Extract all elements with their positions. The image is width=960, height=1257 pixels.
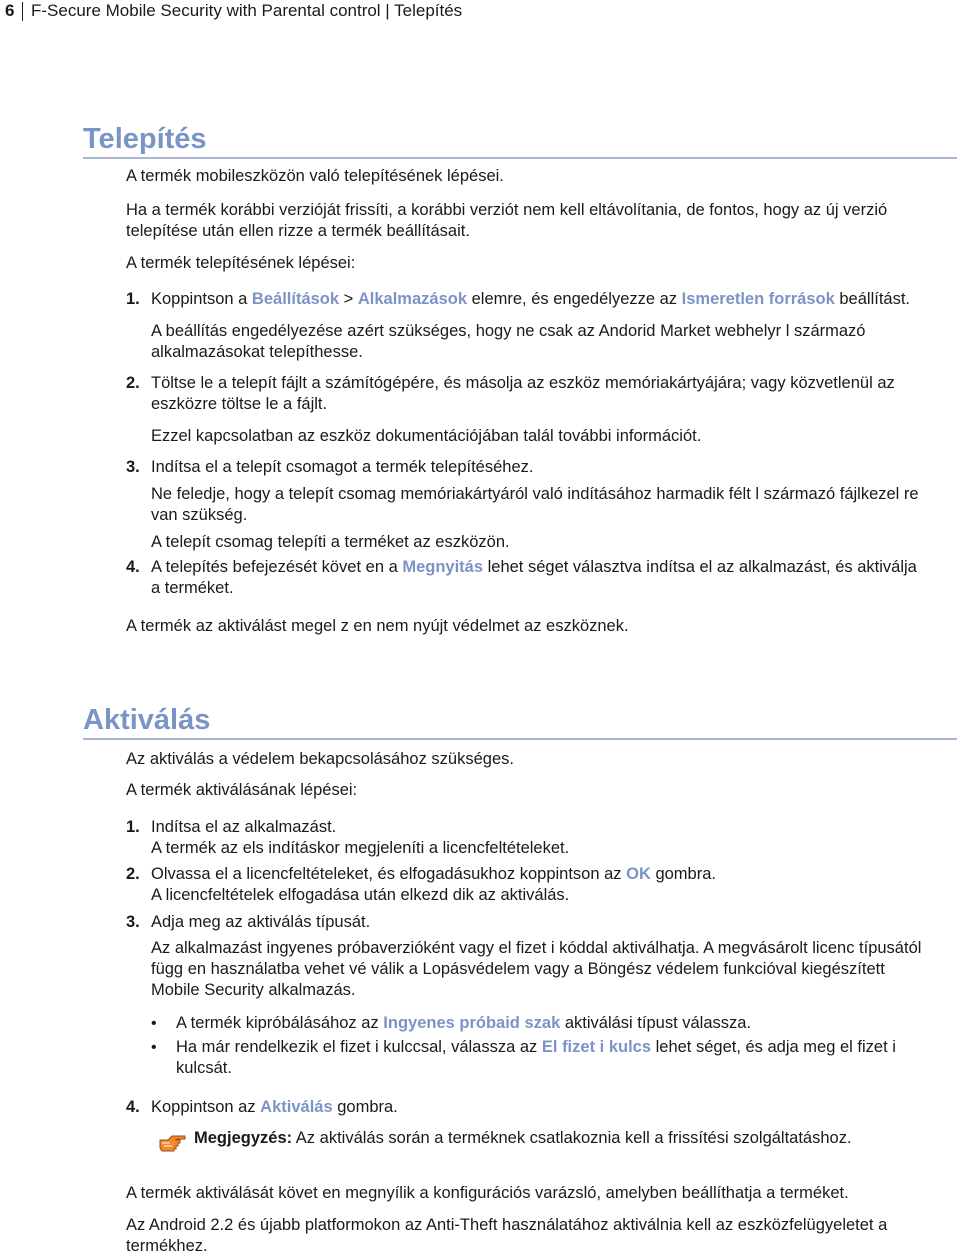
install-para-line2: telepítése után ellen rizze a termék beállításait. [126,222,470,240]
activation-intro: Az aktiválás a védelem bekapcsolásához szükséges. [126,750,514,768]
activation-step4: Koppintson az Aktiválás gombra. [151,1098,398,1116]
alkalmazasok-link: Alkalmazások [357,290,468,308]
note-label: Megjegyzés: [194,1129,293,1147]
install-closing: A termék az aktiválást megel z en nem nyújt védelmet az eszköznek. [126,617,629,635]
header-separator [22,2,23,21]
beallitasok-link: Beállítások [251,290,340,308]
activation-step3-para-line1: Az alkalmazást ingyenes próbaverzióként vagy el fizet i kóddal aktiválhatja. A megvásárolt licenc típusától [151,939,922,957]
elofizetoi-kulcs-link: El fizet i kulcs [541,1038,652,1056]
activation-step3: Adja meg az aktiválás típusát. [151,913,371,931]
install-step2-line1: Töltse le a telepít fájlt a számítógépére, és másolja az eszköz memóriakártyájára; vagy közvetlenül az [151,374,895,392]
activation-outro2-line2: termékhez. [126,1237,208,1255]
note: Megjegyzés: Az aktiválás során a terméknek csatlakoznia kell a frissítési szolgáltatáshoz. [194,1129,852,1147]
install-step4-line1: A telepítés befejezését követ en a Megnyitás lehet séget választva indítsa el az alkalmazást, és aktiválja [151,558,917,576]
activation-outro2-line1: Az Android 2.2 és újabb platformokon az Anti-Theft használatához aktiválnia kell az eszközfelügyeletet a [126,1216,888,1234]
activation-bullet1: A termék kipróbálásához az Ingyenes próbaid szak aktiválási típust válassza. [176,1014,752,1032]
activation-heading: Aktiválás [83,704,211,736]
install-step-number: 3. [126,458,140,476]
install-step3-note-line2: van szükség. [151,506,248,524]
activation-step1-line1: Indítsa el az alkalmazást. [151,818,337,836]
pointing-hand-icon [158,1131,188,1153]
activation-outro1: A termék aktiválását követ en megnyílik a konfigurációs varázsló, amelyben beállíthatja a terméket. [126,1184,849,1202]
activation-step-number: 4. [126,1098,140,1116]
install-step3: Indítsa el a telepít csomagot a termék telepítéséhez. [151,458,534,476]
activation-step-number: 3. [126,913,140,931]
install-intro: A termék mobileszközön való telepítésének lépései. [126,167,504,185]
install-step-number: 4. [126,558,140,576]
header-title: F-Secure Mobile Security with Parental control | Telepítés [31,1,463,20]
activation-bullet2-line1: Ha már rendelkezik el fizet i kulccsal, válassza az El fizet i kulcs lehet séget, és adja meg el fizet i [176,1038,896,1056]
install-heading-rule [83,157,957,159]
activation-step-number: 2. [126,865,140,883]
megnyitas-link: Megnyitás [402,558,484,576]
activation-steps-label: A termék aktiválásának lépései: [126,781,358,799]
activation-step-number: 1. [126,818,140,836]
page-header [5,1,955,25]
ingyenes-probaidoszak-link: Ingyenes próbaid szak [383,1014,561,1032]
activation-step3-para-line2: függ en használatba vehet vé válik a Lopásvédelem vagy a Böngész védelem funkcióval kiegészített [151,960,885,978]
install-heading: Telepítés [83,123,207,155]
install-step3-note2: A telepít csomag telepíti a terméket az eszközön. [151,533,510,551]
ismeretlen-forrasok-link: Ismeretlen források [681,290,835,308]
install-step-number: 2. [126,374,140,392]
install-step2-note: Ezzel kapcsolatban az eszköz dokumentációjában talál további információt. [151,427,702,445]
install-step3-note-line1: Ne feledje, hogy a telepít csomag memóriakártyáról való indításához harmadik félt l származó fájlkezel re [151,485,919,503]
aktivalas-link: Aktiválás [260,1098,333,1116]
install-step-number: 1. [126,290,140,308]
activation-step2-line2: A licencfeltételek elfogadása után elkezd dik az aktiválás. [151,886,570,904]
activation-step1-line2: A termék az els indításkor megjeleníti a licencfeltételeket. [151,839,570,857]
install-para-line1: Ha a termék korábbi verzióját frissíti, a korábbi verziót nem kell eltávolítania, de fontos, hogy az új verzió [126,201,888,219]
install-step1-note-line2: alkalmazásokat telepíthesse. [151,343,363,361]
bullet-marker: • [151,1039,157,1056]
activation-step2-line1: Olvassa el a licencfeltételeket, és elfogadásukhoz koppintson az OK gombra. [151,865,716,883]
install-step1: Koppintson a Beállítások > Alkalmazások elemre, és engedélyezze az Ismeretlen források beállítást. [151,290,911,308]
install-steps-label: A termék telepítésének lépései: [126,254,356,272]
activation-heading-rule [83,738,957,740]
page-number: 6 [5,1,15,20]
bullet-marker: • [151,1015,157,1032]
activation-step3-para-line3: Mobile Security alkalmazás. [151,981,356,999]
install-step4-line2: a terméket. [151,579,234,597]
ok-link: OK [626,865,651,883]
install-step1-note-line1: A beállítás engedélyezése azért szükséges, hogy ne csak az Andorid Market webhelyr l származó [151,322,866,340]
activation-bullet2-line2: kulcsát. [176,1059,232,1077]
install-step2-line2: eszközre töltse le a fájlt. [151,395,328,413]
